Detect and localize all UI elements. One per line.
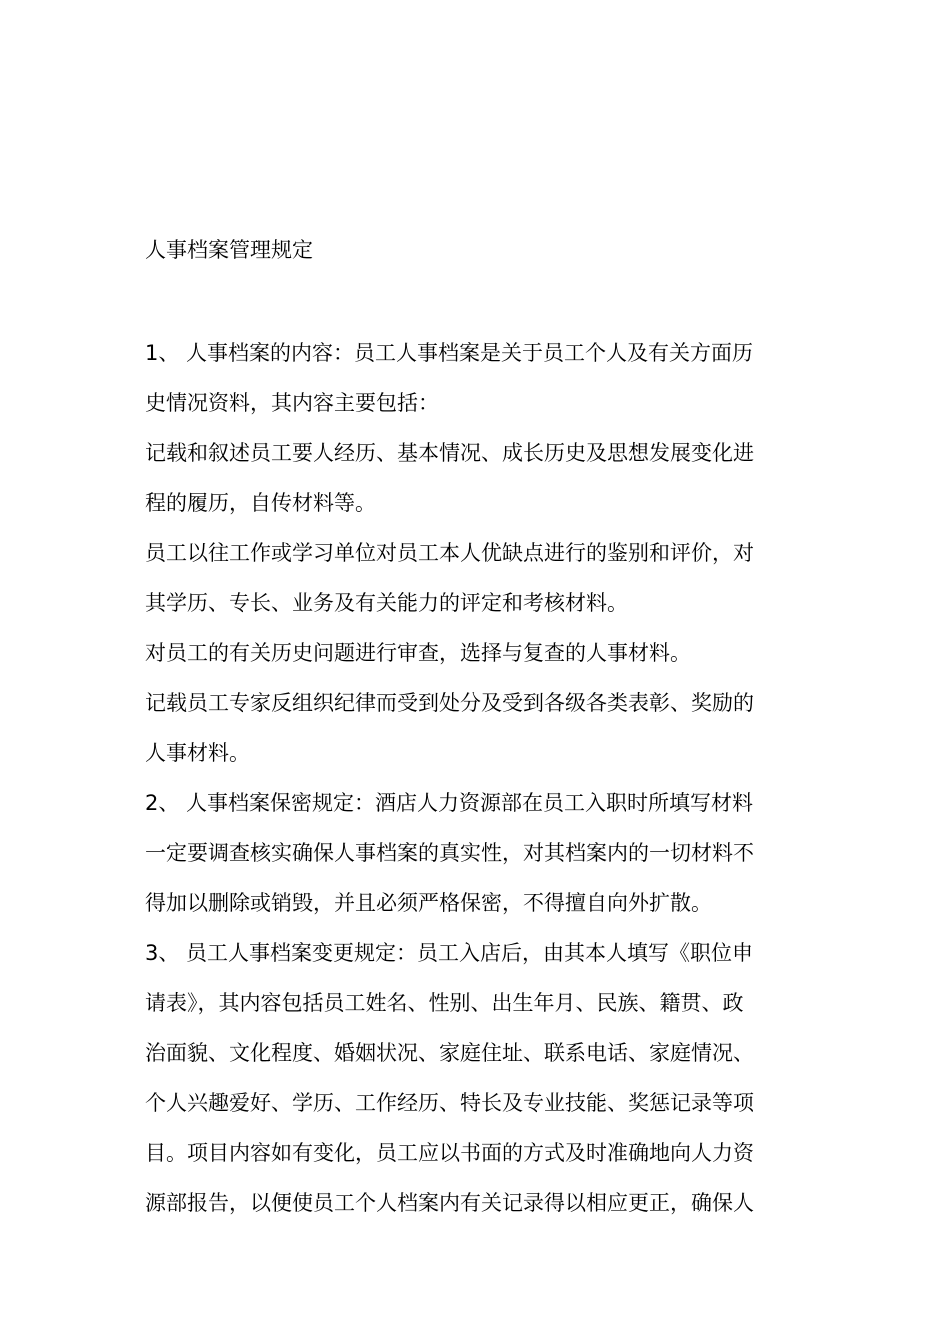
body-line: 人事材料。 bbox=[145, 741, 250, 765]
body-line: 一定要调查核实确保人事档案的真实性，对其档案内的一切材料不 bbox=[145, 841, 754, 865]
title-spacer bbox=[145, 270, 810, 328]
body-line: 请表》，其内容包括员工姓名、性别、出生年月、民族、籍贯、政 bbox=[145, 991, 744, 1015]
body-line: 个人兴趣爱好、学历、工作经历、特长及专业技能、奖惩记录等项 bbox=[145, 1091, 754, 1115]
body-line: 源部报告，以便使员工个人档案内有关记录得以相应更正，确保人 bbox=[145, 1191, 754, 1215]
document-body bbox=[145, 328, 810, 1228]
body-line: 其学历、专长、业务及有关能力的评定和考核材料。 bbox=[145, 591, 628, 615]
document-title: 人事档案管理规定 bbox=[145, 238, 313, 262]
body-line: 目。项目内容如有变化，员工应以书面的方式及时准确地向人力资 bbox=[145, 1141, 754, 1165]
body-line: 员工以往工作或学习单位对员工本人优缺点进行的鉴别和评价，对 bbox=[145, 541, 754, 565]
body-line: 治面貌、文化程度、婚姻状况、家庭住址、联系电话、家庭情况、 bbox=[145, 1041, 754, 1065]
body-line: 得加以删除或销毁，并且必须严格保密，不得擅自向外扩散。 bbox=[145, 891, 712, 915]
body-line: 对员工的有关历史问题进行审查，选择与复查的人事材料。 bbox=[145, 641, 691, 665]
body-line: 3、 员工人事档案变更规定：员工入店后，由其本人填写《职位申 bbox=[145, 941, 754, 965]
body-line: 记载员工专家反组织纪律而受到处分及受到各级各类表彰、奖励的 bbox=[145, 691, 754, 715]
document-page bbox=[145, 230, 810, 1228]
body-line: 记载和叙述员工要人经历、基本情况、成长历史及思想发展变化进 bbox=[145, 441, 754, 465]
body-line: 2、 人事档案保密规定：酒店人力资源部在员工入职时所填写材料 bbox=[145, 791, 754, 815]
body-line: 程的履历，自传材料等。 bbox=[145, 491, 376, 515]
body-line: 1、 人事档案的内容：员工人事档案是关于员工个人及有关方面历 bbox=[145, 341, 754, 365]
body-line: 史情况资料，其内容主要包括： bbox=[145, 391, 439, 415]
